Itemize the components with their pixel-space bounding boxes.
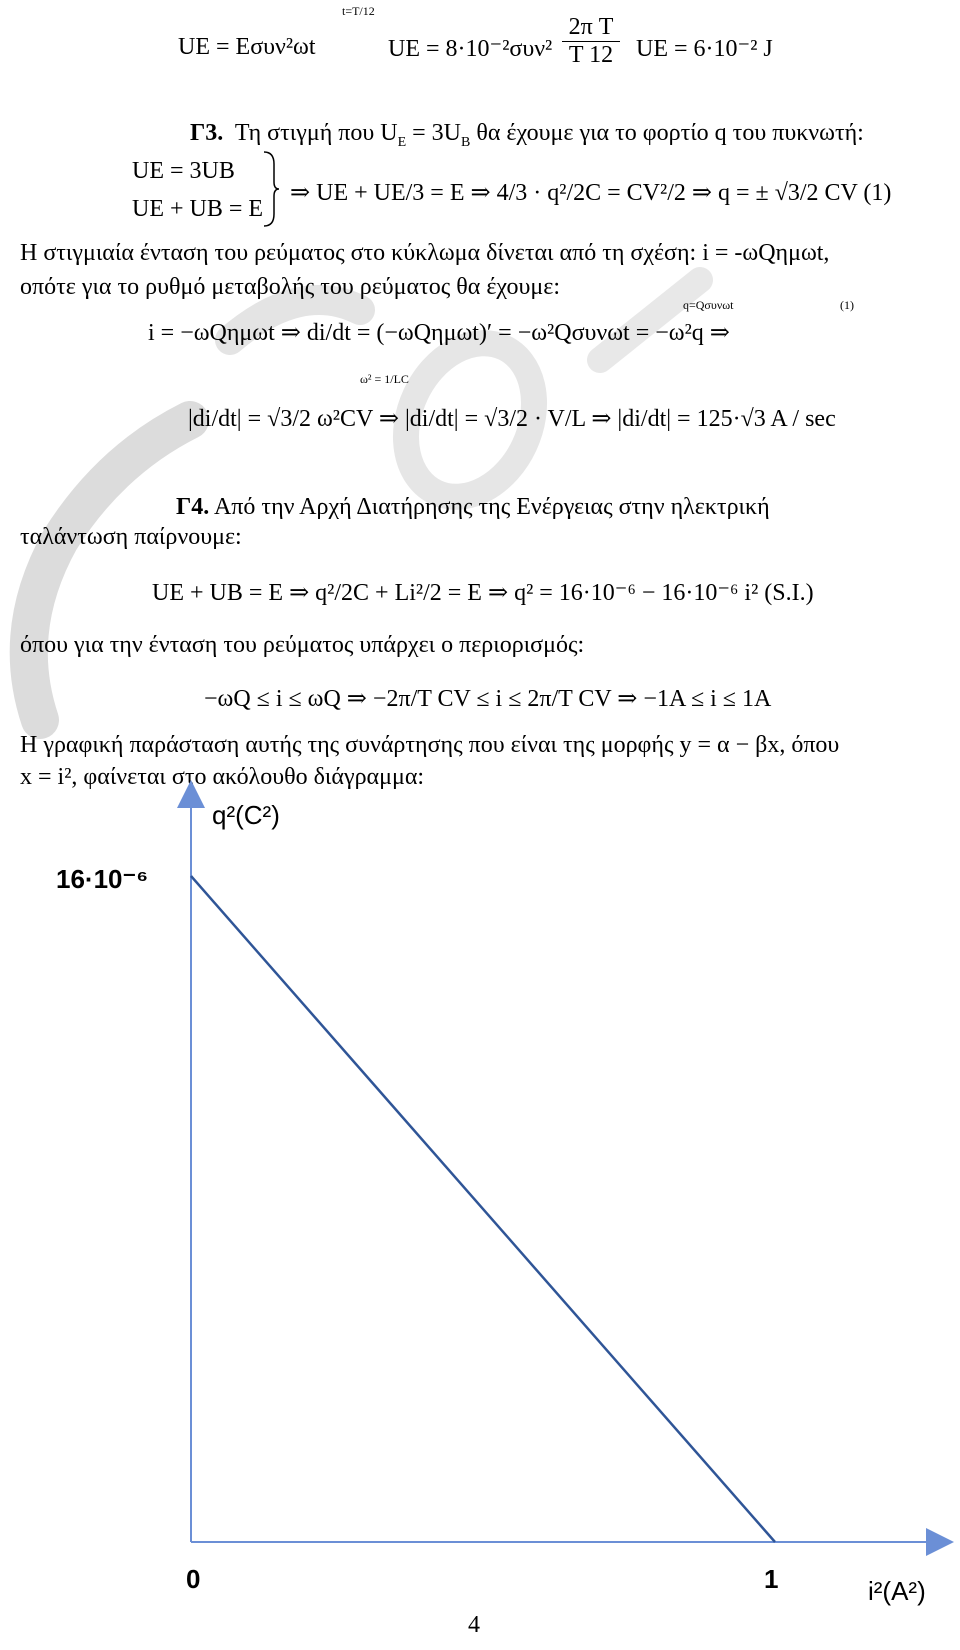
- series-line-q-squared: [191, 876, 775, 1542]
- g4-text-2: ταλάντωση παίρνουμε:: [20, 524, 242, 550]
- system-eq-1: UE = 3UB: [132, 158, 235, 184]
- eq-derivative: i = −ωQημωt ⇒ di/dt = (−ωQημωt)′ = −ω²Qσυνωt = −ω²q ⇒: [148, 320, 730, 346]
- g3-text-2: οπότε για το ρυθμό μεταβολής του ρεύματος θα έχουμε:: [20, 274, 561, 300]
- y-axis-label: q²(C²): [212, 800, 280, 830]
- g3-heading: Γ3. Τη στιγμή που $U_E = 3U_B$ θα έχουμε για το φορτίο q του πυκνωτή:: [190, 120, 864, 150]
- eq-note-substitution: q=Qσυνωt: [683, 298, 734, 312]
- g4-text-3: όπου για την ένταση του ρεύματος υπάρχει ο περιορισμός:: [20, 632, 585, 658]
- x-axis-label: i²(A²): [868, 1576, 926, 1606]
- top-eq-fraction: $\frac{\text{2π T}}{T 12}$: [562, 14, 620, 69]
- condition-note: t=T/12: [342, 4, 375, 18]
- top-eq-part2: UE = 8·10⁻²συν²: [388, 36, 553, 62]
- g3-text-1: Η στιγμιαία ένταση του ρεύματος στο κύκλωμα δίνεται από τη σχέση: i = -ωQημωt,: [20, 240, 830, 266]
- eq-note-omega: ω² = 1/LC: [360, 372, 409, 386]
- system-eq-2: UE + UB = E: [132, 196, 264, 222]
- g4-text-1: Γ4. Από την Αρχή Διατήρησης της Ενέργειας στην ηλεκτρική: [176, 494, 770, 520]
- top-eq-part3: UE = 6·10⁻² J: [636, 36, 773, 62]
- eq-energy: UE + UB = E ⇒ q²/2C + Li²/2 = E ⇒ q² = 16·10⁻⁶ − 16·10⁻⁶ i² (S.I.): [152, 580, 814, 606]
- energy-chart: [0, 780, 960, 1606]
- eq-note-ref: (1): [840, 298, 854, 312]
- system-brace: [262, 150, 280, 228]
- g4-text-5: x = i², φαίνεται στο ακόλουθο διάγραμμα:: [20, 764, 425, 790]
- eq-abs-derivative: |di/dt| = √3/2 ω²CV ⇒ |di/dt| = √3/2 · V/L ⇒ |di/dt| = 125·√3 A / sec: [188, 406, 836, 432]
- y-tick-label: 16·10⁻⁶: [56, 864, 149, 894]
- page-number: 4: [468, 1612, 480, 1638]
- x-tick-label-0: 0: [186, 1564, 201, 1594]
- g4-text-4: Η γραφική παράσταση αυτής της συνάρτησης που είναι της μορφής y = α − βx, όπου: [20, 732, 840, 758]
- x-tick-label-1: 1: [764, 1564, 779, 1594]
- g3-derivation: ⇒ UE + UE/3 = E ⇒ 4/3 · q²/2C = CV²/2 ⇒ q = ± √3/2 CV (1): [290, 180, 892, 206]
- eq-limit: −ωQ ≤ i ≤ ωQ ⇒ −2π/T CV ≤ i ≤ 2π/T CV ⇒ −1A ≤ i ≤ 1A: [204, 686, 772, 712]
- top-eq-part1: UE = Eσυν²ωt: [178, 34, 316, 60]
